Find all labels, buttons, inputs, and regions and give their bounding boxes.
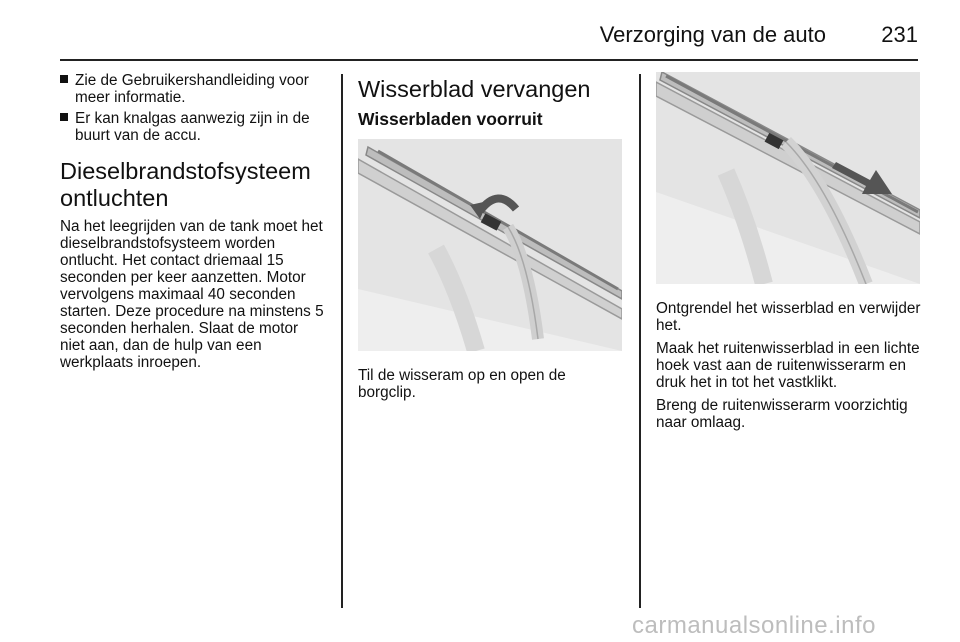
column-middle xyxy=(358,72,624,407)
page-number: 231 xyxy=(881,22,918,47)
section-heading: Wisserblad vervangen xyxy=(358,76,591,102)
bullet-text: Er kan knalgas aanwezig zijn in de buurt van de accu. xyxy=(75,110,310,144)
bullet-square-icon xyxy=(60,113,68,121)
header-title: Verzorging van de auto xyxy=(599,22,826,47)
figure-caption: Til de wisseram op en open de borgclip. xyxy=(358,367,566,401)
page-header xyxy=(60,14,918,60)
wiper-blade-illustration xyxy=(656,72,920,284)
column-divider xyxy=(341,74,343,608)
column-left xyxy=(60,72,326,377)
column-right xyxy=(656,72,922,437)
bullet-text: Zie de Gebruikershandleiding voor meer informatie. xyxy=(75,72,309,106)
bullet-square-icon xyxy=(60,75,68,83)
column-divider xyxy=(639,74,641,608)
paragraph: Maak het ruitenwisserblad in een lichte hoek vast aan de ruitenwisserarm en druk het in tot het vastklikt. xyxy=(656,340,920,391)
paragraph: Ontgrendel het wisserblad en verwijder het. xyxy=(656,300,921,334)
bullet-item xyxy=(60,72,326,106)
header-rule xyxy=(60,59,918,61)
watermark: carmanualsonline.info xyxy=(632,612,876,639)
paragraph: Na het leegrijden van de tank moet het dieselbrandstofsysteem worden ontlucht. Het contact driemaal 15 seconden per keer aanzetten. Motor vervolgens maximaal 40 seconden starten. Deze procedure na minstens 5 seconden herhalen. Slaat de motor niet aan, dan de hulp van een werkplaats inroepen. xyxy=(60,218,324,371)
paragraph: Breng de ruitenwisserarm voorzichtig naar omlaag. xyxy=(656,397,908,431)
subheading: Wisserbladen voorruit xyxy=(358,109,543,129)
bullet-item xyxy=(60,110,326,144)
wiper-arm-illustration xyxy=(358,139,622,351)
section-heading: Dieselbrandstofsysteem ontluchten xyxy=(60,158,311,211)
